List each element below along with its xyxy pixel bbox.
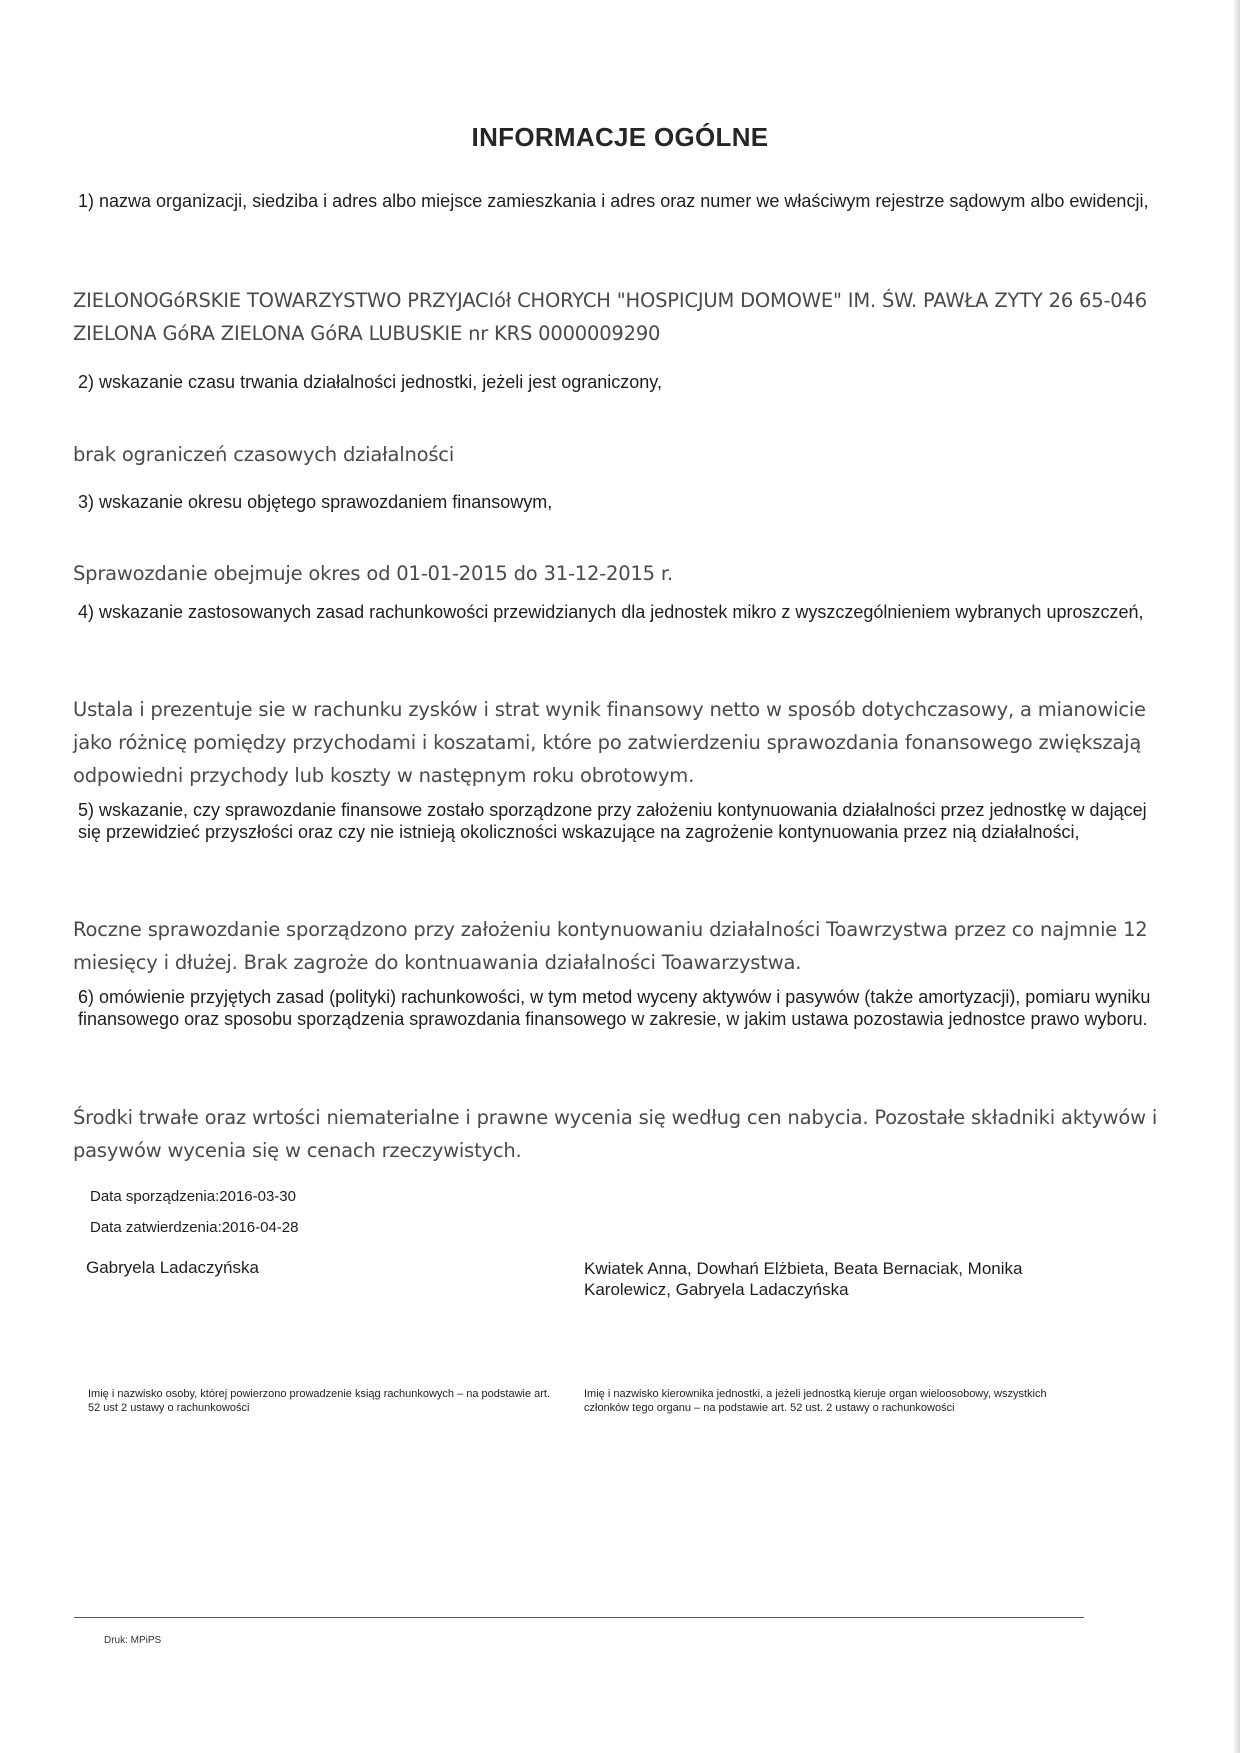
section-6-answer: Środki trwałe oraz wrtości niematerialne i prawne wycenia się według cen nabycia. Pozostałe składniki aktywów i pasywów wycenia się w cenach rzeczywistych. bbox=[73, 1106, 1158, 1162]
section-3-question: 3) wskazanie okresu objętego sprawozdaniem finansowym, bbox=[78, 492, 553, 512]
section-1-question: 1) nazwa organizacji, siedziba i adres albo miejsce zamieszkania i adres oraz numer we właściwym rejestrze sądowym albo ewidencji, bbox=[78, 191, 1149, 211]
document-title: INFORMACJE OGÓLNE bbox=[471, 122, 769, 152]
section-2-question: 2) wskazanie czasu trwania działalności jednostki, jeżeli jest ograniczony, bbox=[78, 372, 662, 392]
footer-print-label: Druk: MPiPS bbox=[104, 1635, 162, 1646]
date-approved: Data zatwierdzenia:2016-04-28 bbox=[90, 1219, 299, 1236]
date-prepared: Data sporządzenia:2016-03-30 bbox=[90, 1188, 296, 1205]
section-4-answer: Ustala i prezentuje sie w rachunku zysków i strat wynik finansowy netto w sposób dotychczasowy, a mianowicie jako różnicę pomiędzy przychodami i koszatami, które po zatwierdzeniu sprawozdania fonansowego zwiększają odpowiedni przychody lub koszty w następnym roku obrotowym. bbox=[73, 698, 1146, 787]
section-5-answer: Roczne sprawozdanie sporządzono przy założeniu kontynuowaniu działalności Toawrzystwa przez co najmnie 12 miesięcy i dłużej. Brak zagroże do kontnuawania działalności Toawarzystwa. bbox=[73, 918, 1148, 974]
note-bookkeeper: Imię i nazwisko osoby, której powierzono prowadzenie ksiąg rachunkowych – na podstawie art. 52 ust 2 ustawy o rachunkowości bbox=[88, 1388, 551, 1414]
section-4-question: 4) wskazanie zastosowanych zasad rachunkowości przewidzianych dla jednostek mikro z wyszczególnieniem wybranych uproszczeń, bbox=[78, 602, 1144, 622]
section-2-answer: brak ograniczeń czasowych działalności bbox=[73, 443, 455, 466]
signer-bookkeeper: Gabryela Ladaczyńska bbox=[86, 1258, 259, 1277]
section-3-answer: Sprawozdanie obejmuje okres od 01-01-2015 do 31-12-2015 r. bbox=[73, 562, 673, 585]
note-management: Imię i nazwisko kierownika jednostki, a jeżeli jednostką kieruje organ wieloosobowy, wszystkich członków tego organu – na podstawie art. 52 ust. 2 ustawy o rachunkowości bbox=[584, 1388, 1047, 1414]
section-1-answer: ZIELONOGóRSKIE TOWARZYSTWO PRZYJACIół CHORYCH "HOSPICJUM DOMOWE" IM. ŚW. PAWŁA ZYTY 26 65-046 ZIELONA GóRA ZIELONA GóRA LUBUSKIE nr KRS 0000009290 bbox=[73, 289, 1147, 345]
section-6-question: 6) omówienie przyjętych zasad (polityki) rachunkowości, w tym metod wyceny aktywów i pasywów (także amortyzacji), pomiaru wyniku finansowego oraz sposobu sporządzenia sprawozdania finansowego w zakresie, w jakim ustawa pozostawia jednostce prawo wyboru. bbox=[78, 987, 1151, 1029]
scan-edge bbox=[1234, 0, 1240, 1753]
footer-divider bbox=[74, 1617, 1084, 1618]
section-5-question: 5) wskazanie, czy sprawozdanie finansowe zostało sporządzone przy założeniu kontynuowania działalności przez jednostkę w dającej się przewidzieć przyszłości oraz czy nie istnieją okoliczności wskazujące na zagrożenie kontynuowania przez nią działalności, bbox=[78, 800, 1147, 842]
signer-management: Kwiatek Anna, Dowhań Elżbieta, Beata Bernaciak, Monika Karolewicz, Gabryela Ladaczyńska bbox=[584, 1259, 1023, 1299]
